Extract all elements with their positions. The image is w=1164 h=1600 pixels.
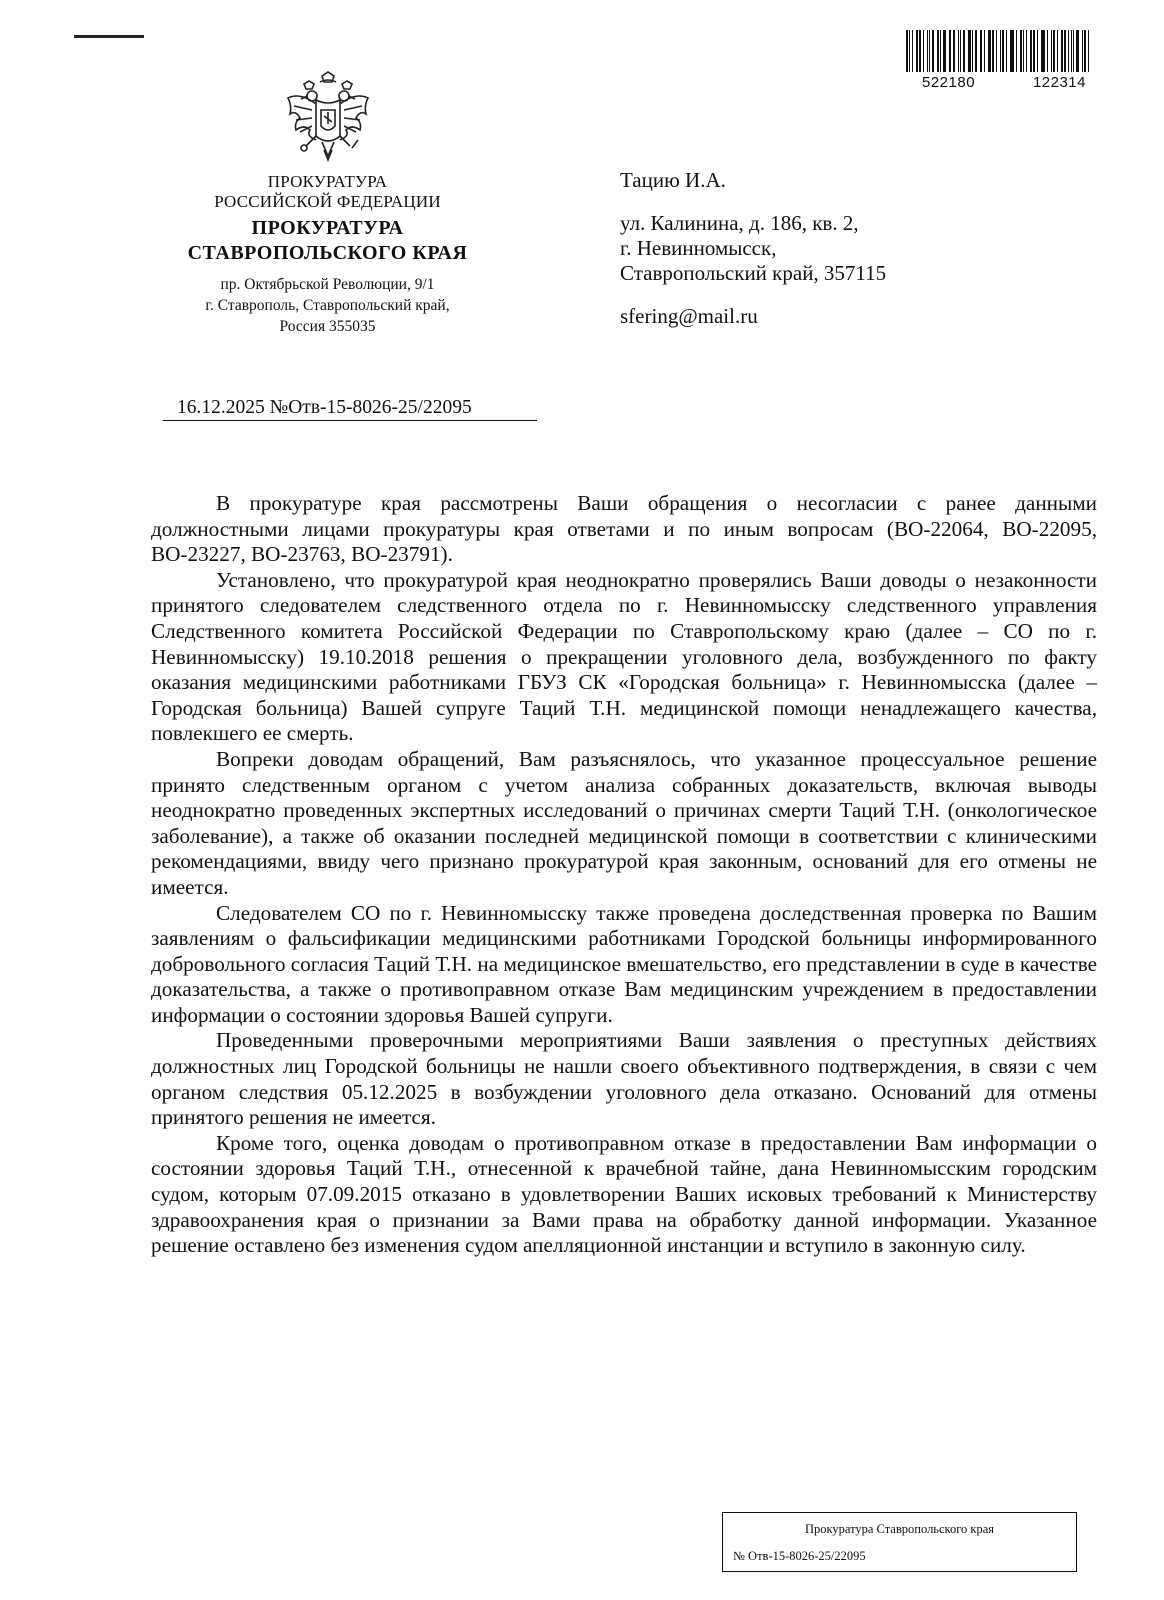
barcode-bar — [1057, 30, 1058, 72]
barcode-bar — [1084, 30, 1086, 72]
barcode-bar — [927, 30, 928, 72]
barcode-bar — [1068, 30, 1069, 72]
barcode-bar — [963, 30, 965, 72]
barcode-bar — [975, 30, 977, 72]
barcode-left-number: 522180 — [922, 74, 976, 91]
sender-main-line1: ПРОКУРАТУРА — [251, 217, 404, 239]
barcode-bar — [1037, 30, 1038, 72]
barcode-bar — [1030, 30, 1032, 72]
barcode-bar — [919, 30, 922, 72]
barcode-bar — [1061, 30, 1063, 72]
barcode-bar — [968, 30, 971, 72]
sender-block — [150, 172, 505, 337]
paragraph-3: Вопреки доводам обращений, Вам разъяснялось, что указанное процессуальное решение принято следственным органом с учетом анализа собранных доказательств, включая выводы неоднократно проведенных экспертных исследований о причинах смерти Таций Т.Н. (онкологическое заболевание), а также об оказании последней медицинской помощи в соответствии с клиническими рекомендациями, ввиду чего признано прокуратурой края законным, оснований для его отмены не имеется. — [151, 746, 1097, 899]
barcode-bar — [929, 30, 930, 72]
recipient-name: Тацию И.А. — [620, 168, 726, 192]
barcode-bar — [1088, 30, 1089, 72]
barcode-bar — [953, 30, 955, 72]
barcode-bar — [996, 30, 997, 72]
barcode-bar — [958, 30, 959, 72]
barcode — [906, 30, 1092, 91]
barcode-bar — [906, 30, 908, 72]
paragraph-1: В прокуратуре края рассмотрены Ваши обращения о несогласии с ранее данными должностными лицами прокуратуры края ответами и по иным вопросам (ВО-22064, ВО-22095, ВО-23227, ВО-23763, ВО-23791). — [151, 491, 1097, 567]
recipient-email: sfering@mail.ru — [620, 304, 758, 328]
barcode-bar — [1073, 30, 1074, 72]
sender-main-line2: СТАВРОПОЛЬСКОГО КРАЯ — [187, 242, 468, 264]
barcode-bar — [1053, 30, 1055, 72]
barcode-bar — [972, 30, 973, 72]
barcode-bar — [960, 30, 961, 72]
sender-main-title — [150, 216, 505, 266]
paragraph-2: Установлено, что прокуратурой края неоднократно проверялись Ваши доводы о незаконности принятого следователем следственного отдела по г. Невинномысску следственного управления Следственного комитета Российской Федерации по Ставропольскому краю (далее – СО по г. Невинномысску) 19.10.2018 решения о прекращении уголовного дела, возбужденного по факту оказания медицинскими работниками ГБУЗ СК «Городская больница» г. Невинномысска (далее – Городская больница) Вашей супруге Таций Т.Н. медицинской помощи ненадлежащего качества, повлекшего ее смерть. — [151, 567, 1097, 746]
sender-address-line1: пр. Октябрьской Революции, 9/1 — [220, 276, 435, 293]
barcode-bar — [1071, 30, 1072, 72]
recipient-block — [620, 168, 1090, 329]
paragraph-5: Проведенными проверочными мероприятиями Ваши заявления о преступных действиях должностных лиц Городской больницы не нашли своего объективного подтверждения, в связи с чем органом следствия 05.12.2025 в возбуждении уголовного дела отказано. Оснований для отмены принятого решения не имеется. — [151, 1028, 1097, 1130]
barcode-bar — [981, 30, 982, 72]
barcode-bar — [1016, 30, 1017, 72]
barcode-bar — [1047, 30, 1048, 72]
barcode-bar — [1082, 30, 1083, 72]
barcode-bar — [937, 30, 939, 72]
barcode-bar — [1041, 30, 1042, 72]
sender-address-line2: г. Ставрополь, Ставропольский край, — [205, 297, 450, 314]
sender-address-line3: Россия 355035 — [279, 318, 376, 335]
barcode-bar — [923, 30, 924, 72]
barcode-bar — [1000, 30, 1001, 72]
barcode-right-number: 122314 — [1032, 74, 1086, 91]
barcode-bar — [1020, 30, 1022, 72]
barcode-bar — [1011, 30, 1014, 72]
sender-org-line1: ПРОКУРАТУРА — [267, 172, 388, 191]
barcode-bar — [992, 30, 994, 72]
barcode-bar — [909, 30, 910, 72]
sender-address — [150, 274, 505, 337]
registration-stamp — [722, 1512, 1077, 1572]
paragraph-6: Кроме того, оценка доводам о противоправном отказе в предоставлении Вам информации о состоянии здоровья Таций Т.Н., отнесенной к врачебной тайне, дана Невинномысским городским судом, которым 07.09.2015 отказано в удовлетворении Ваших исковых требований к Министерству здравоохранения края о признании за Вами права на обработку данной информации. Указанное решение оставлено без изменения судом апелляционной инстанции и вступило в законную силу. — [151, 1130, 1097, 1258]
barcode-bar — [1033, 30, 1035, 72]
sender-org-line2: РОССИЙСКОЙ ФЕДЕРАЦИИ — [214, 192, 441, 211]
barcode-bar — [1064, 30, 1066, 72]
barcode-bar — [916, 30, 918, 72]
barcode-bar — [950, 30, 951, 72]
coat-of-arms-icon — [282, 70, 374, 170]
stamp-title: Прокуратура Ставропольского края — [804, 1522, 995, 1536]
corner-mark — [74, 35, 144, 38]
paragraph-4: Следователем СО по г. Невинномысску также проведена доследственная проверка по Вашим заявлениям о фальсификации медицинскими работниками Городской больницы информированного добровольного согласия Таций Т.Н. на медицинское вмешательство, его представлении в суде в качестве доказательства, а также о противоправном отказе Вам медицинским учреждением в предоставлении информации о состоянии здоровья Вашей супруги. — [151, 900, 1097, 1027]
barcode-bar — [949, 30, 950, 72]
barcode-bar — [1023, 30, 1024, 72]
barcode-bar — [1002, 30, 1004, 72]
barcode-bar — [943, 30, 946, 72]
barcode-bar — [980, 30, 981, 72]
recipient-address-line1: ул. Калинина, д. 186, кв. 2, — [620, 211, 859, 235]
barcode-bar — [1010, 30, 1011, 72]
barcode-bar — [1006, 30, 1007, 72]
recipient-address-line2: г. Невинномысск, — [620, 236, 777, 260]
barcode-bar — [940, 30, 941, 72]
letter-body — [151, 491, 1097, 1259]
barcode-numbers — [906, 72, 1092, 91]
barcode-bar — [912, 30, 913, 72]
barcode-bar — [1076, 30, 1079, 72]
recipient-address-line3: Ставропольский край, 357115 — [620, 261, 887, 285]
barcode-bar — [988, 30, 991, 72]
stamp-number: № Отв-15-8026-25/22095 — [733, 1549, 866, 1563]
barcode-bar — [1042, 30, 1045, 72]
reference-date-number: 16.12.2025 №Отв-15-8026-25/22095 — [163, 396, 537, 421]
barcode-bars — [906, 30, 1092, 72]
barcode-bar — [984, 30, 985, 72]
barcode-bar — [932, 30, 934, 72]
barcode-bar — [1026, 30, 1027, 72]
barcode-bar — [1051, 30, 1052, 72]
